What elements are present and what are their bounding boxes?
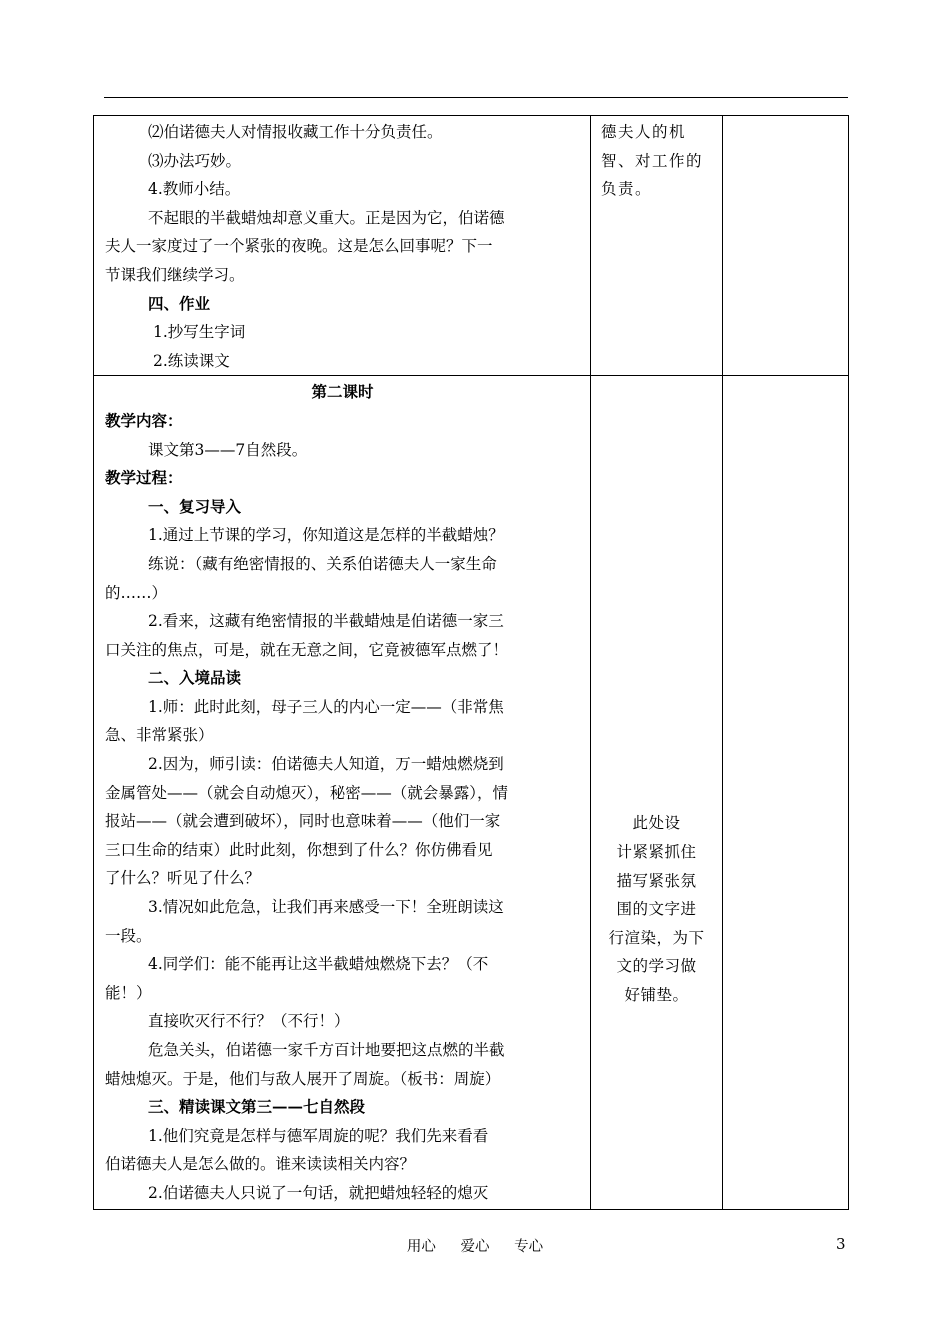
table-row: [94, 116, 849, 376]
footer-word: 爱心: [460, 1239, 490, 1255]
footer-word: 用心: [406, 1239, 436, 1255]
note-line: 智、对工作的: [601, 151, 704, 170]
text-line: ⑶办法巧妙。: [148, 151, 242, 170]
note-line: 计紧紧抓住: [616, 842, 697, 861]
header-rule: [104, 97, 848, 98]
lesson-title: 第二课时: [311, 382, 374, 402]
section-heading: 教学内容：: [105, 410, 183, 430]
text-line: 报站——（就会遭到破坏），同时也意味着——（他们一家: [105, 812, 501, 831]
section-heading: 四、作业: [148, 293, 211, 313]
note-line: 负责。: [601, 180, 653, 199]
design-note-cell: [591, 376, 723, 1210]
text-line: 2.伯诺德夫人只说了一句话，就把蜡烛轻轻的熄灭: [148, 1183, 489, 1202]
note-line: 德夫人的机: [601, 123, 687, 141]
text-line: 3.情况如此危急，让我们再来感受一下！全班朗读这: [148, 898, 504, 917]
text-line: 急、非常紧张）: [105, 726, 214, 745]
page-number: 3: [836, 1235, 846, 1253]
text-line: 伯诺德夫人是怎么做的。谁来读读相关内容？: [105, 1155, 416, 1174]
text-line: 2.看来，这藏有绝密情报的半截蜡烛是伯诺德一家三: [148, 612, 504, 631]
note-line: 围的文字进: [616, 900, 697, 919]
note-line: 好铺垫。: [624, 985, 689, 1004]
note-line: 描写紧张氛: [616, 871, 697, 890]
text-line: 不起眼的半截蜡烛却意义重大。正是因为它，伯诺德: [148, 208, 505, 227]
text-line: 口关注的焦点，可是，就在无意之间，它竟被德军点燃了！: [105, 640, 509, 659]
text-line: 1.他们究竟是怎样与德军周旋的呢？我们先来看看: [148, 1126, 489, 1145]
text-line: 1.通过上节课的学习，你知道这是怎样的半截蜡烛？: [148, 526, 504, 545]
design-note-cell: [591, 116, 723, 376]
text-line: 节课我们继续学习。: [105, 265, 245, 284]
section-heading: 二、入境品读: [148, 668, 242, 688]
page-footer: [0, 1235, 950, 1256]
section-heading: 教学过程：: [105, 468, 183, 488]
note-line: 此处设: [632, 814, 681, 833]
text-line: 金属管处——（就会自动熄灭），秘密——（就会暴露），情: [105, 783, 509, 802]
text-line: 一段。: [105, 926, 152, 945]
empty-cell: [723, 376, 849, 1210]
text-line: 三口生命的结束）此时此刻，你想到了什么？你仿佛看见: [105, 840, 493, 859]
empty-cell: [723, 116, 849, 376]
text-line: 危急关头，伯诺德一家千方百计地要把这点燃的半截: [148, 1041, 505, 1059]
text-line: 练说：（藏有绝密情报的、关系伯诺德夫人一家生命: [148, 554, 497, 573]
text-line: 的……）: [105, 583, 168, 602]
text-line: 课文第3——7自然段。: [148, 440, 308, 459]
footer-word: 专心: [514, 1239, 544, 1255]
note-line: 文的学习做: [616, 957, 697, 976]
text-line: 4.同学们：能不能再让这半截蜡烛燃烧下去？（不: [148, 955, 489, 974]
text-line: 夫人一家度过了一个紧张的夜晚。这是怎么回事呢？下一: [105, 237, 493, 256]
text-line: 蜡烛熄灭。于是，他们与敌人展开了周旋。（板书：周旋）: [105, 1069, 501, 1088]
content-cell: [94, 376, 591, 1210]
table-row: [94, 376, 849, 1210]
text-line: 了什么？听见了什么？: [105, 869, 261, 888]
text-line: 直接吹灭行不行？（不行！）: [148, 1012, 350, 1031]
text-line: 1.师：此时此刻，母子三人的内心一定——（非常焦: [148, 697, 504, 716]
note-line: 行渲染，为下: [608, 928, 705, 947]
text-line: ⑵伯诺德夫人对情报收藏工作十分负责任。: [148, 123, 443, 141]
text-line: 2.练读课文: [153, 351, 230, 370]
text-line: 1.抄写生字词: [153, 323, 246, 342]
text-line: 4.教师小结。: [148, 180, 241, 199]
lesson-plan-table: [93, 115, 849, 1210]
text-line: 能！）: [105, 983, 152, 1002]
content-cell: [94, 116, 591, 376]
text-line: 2.因为，师引读：伯诺德夫人知道，万一蜡烛燃烧到: [148, 755, 504, 774]
section-heading: 三、精读课文第三——七自然段: [148, 1097, 366, 1117]
section-heading: 一、复习导入: [148, 496, 242, 516]
